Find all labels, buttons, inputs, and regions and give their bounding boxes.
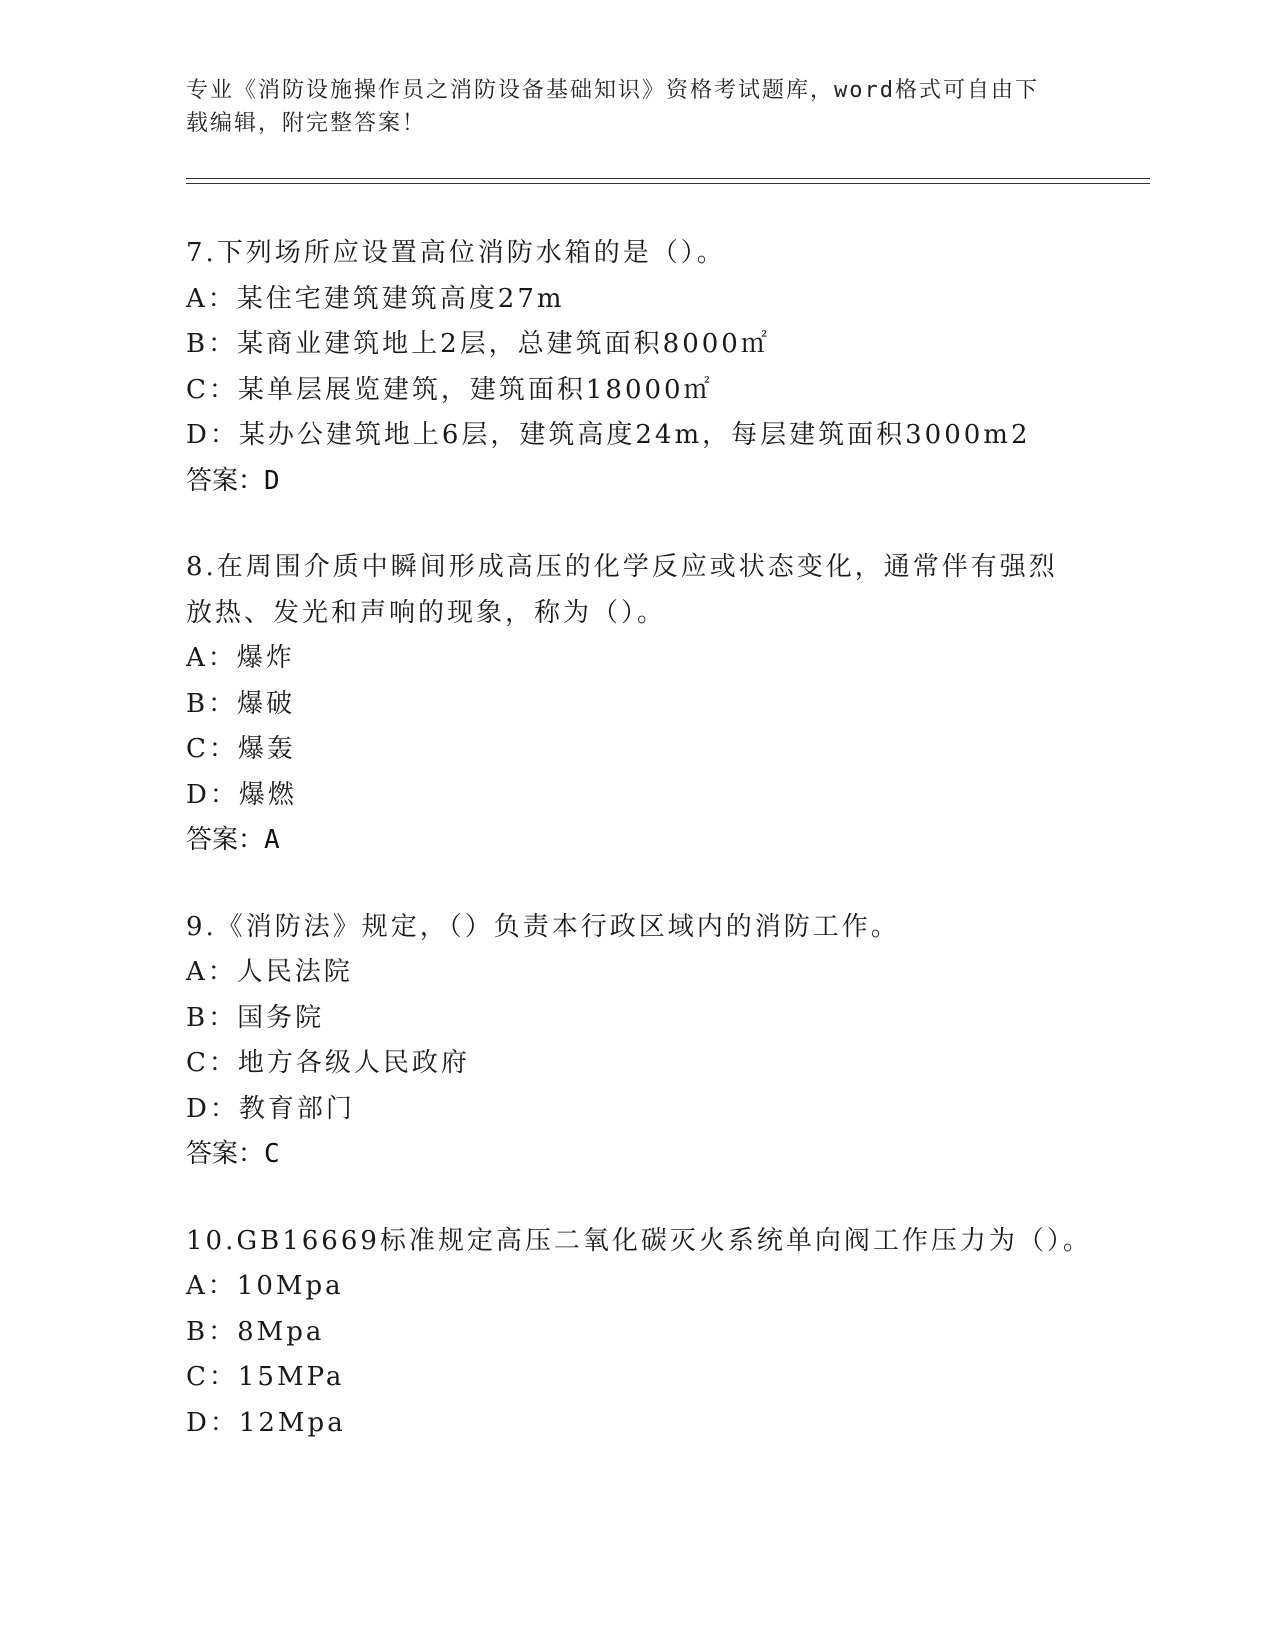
question-7 xyxy=(186,231,1086,504)
option-c: C：某单层展览建筑，建筑面积18000㎡ xyxy=(186,374,713,405)
question-stem: 9.《消防法》规定，（）负责本行政区域内的消防工作。 xyxy=(186,911,900,942)
header-divider-bottom xyxy=(186,183,1150,184)
answer-line: 答案：D xyxy=(186,465,280,496)
option-b: B：8Mpa xyxy=(186,1316,325,1347)
question-stem: 7.下列场所应设置高位消防水箱的是（）。 xyxy=(186,238,726,268)
option-c: C：地方各级人民政府 xyxy=(186,1048,470,1078)
option-a: A：某住宅建筑建筑高度27m xyxy=(186,283,565,314)
question-stem: 8.在周围介质中瞬间形成高压的化学反应或状态变化，通常伴有强烈放热、发光和声响的现象，称为（）。 xyxy=(186,552,1058,628)
answer-line: 答案：A xyxy=(186,825,280,855)
header-divider-top xyxy=(186,178,1150,179)
option-a: A：人民法院 xyxy=(186,957,353,987)
option-d: D：教育部门 xyxy=(186,1093,355,1124)
header-line-2: 载编辑，附完整答案！ xyxy=(186,111,427,136)
question-8 xyxy=(186,545,1086,864)
document-header xyxy=(186,74,1066,140)
option-c: C：爆轰 xyxy=(186,734,296,764)
question-9 xyxy=(186,905,1086,1178)
option-a: A：10Mpa xyxy=(186,1271,344,1301)
option-d: D：爆燃 xyxy=(186,779,297,810)
question-10 xyxy=(186,1219,1092,1447)
answer-line: 答案：C xyxy=(186,1139,280,1169)
option-b: B：某商业建筑地上2层，总建筑面积8000㎡ xyxy=(186,329,770,359)
question-list xyxy=(186,231,1092,1487)
option-a: A：爆炸 xyxy=(186,643,295,673)
option-d: D：12Mpa xyxy=(186,1407,346,1438)
option-c: C：15MPa xyxy=(186,1362,345,1392)
question-stem: 10.GB16669标准规定高压二氧化碳灭火系统单向阀工作压力为（）。 xyxy=(186,1225,1092,1256)
header-line-1: 专业《消防设施操作员之消防设备基础知识》资格考试题库，word格式可自由下 xyxy=(186,78,1039,103)
option-b: B：国务院 xyxy=(186,1002,325,1033)
option-d: D：某办公建筑地上6层，建筑高度24m，每层建筑面积3000m2 xyxy=(186,420,1031,450)
option-b: B：爆破 xyxy=(186,688,296,719)
